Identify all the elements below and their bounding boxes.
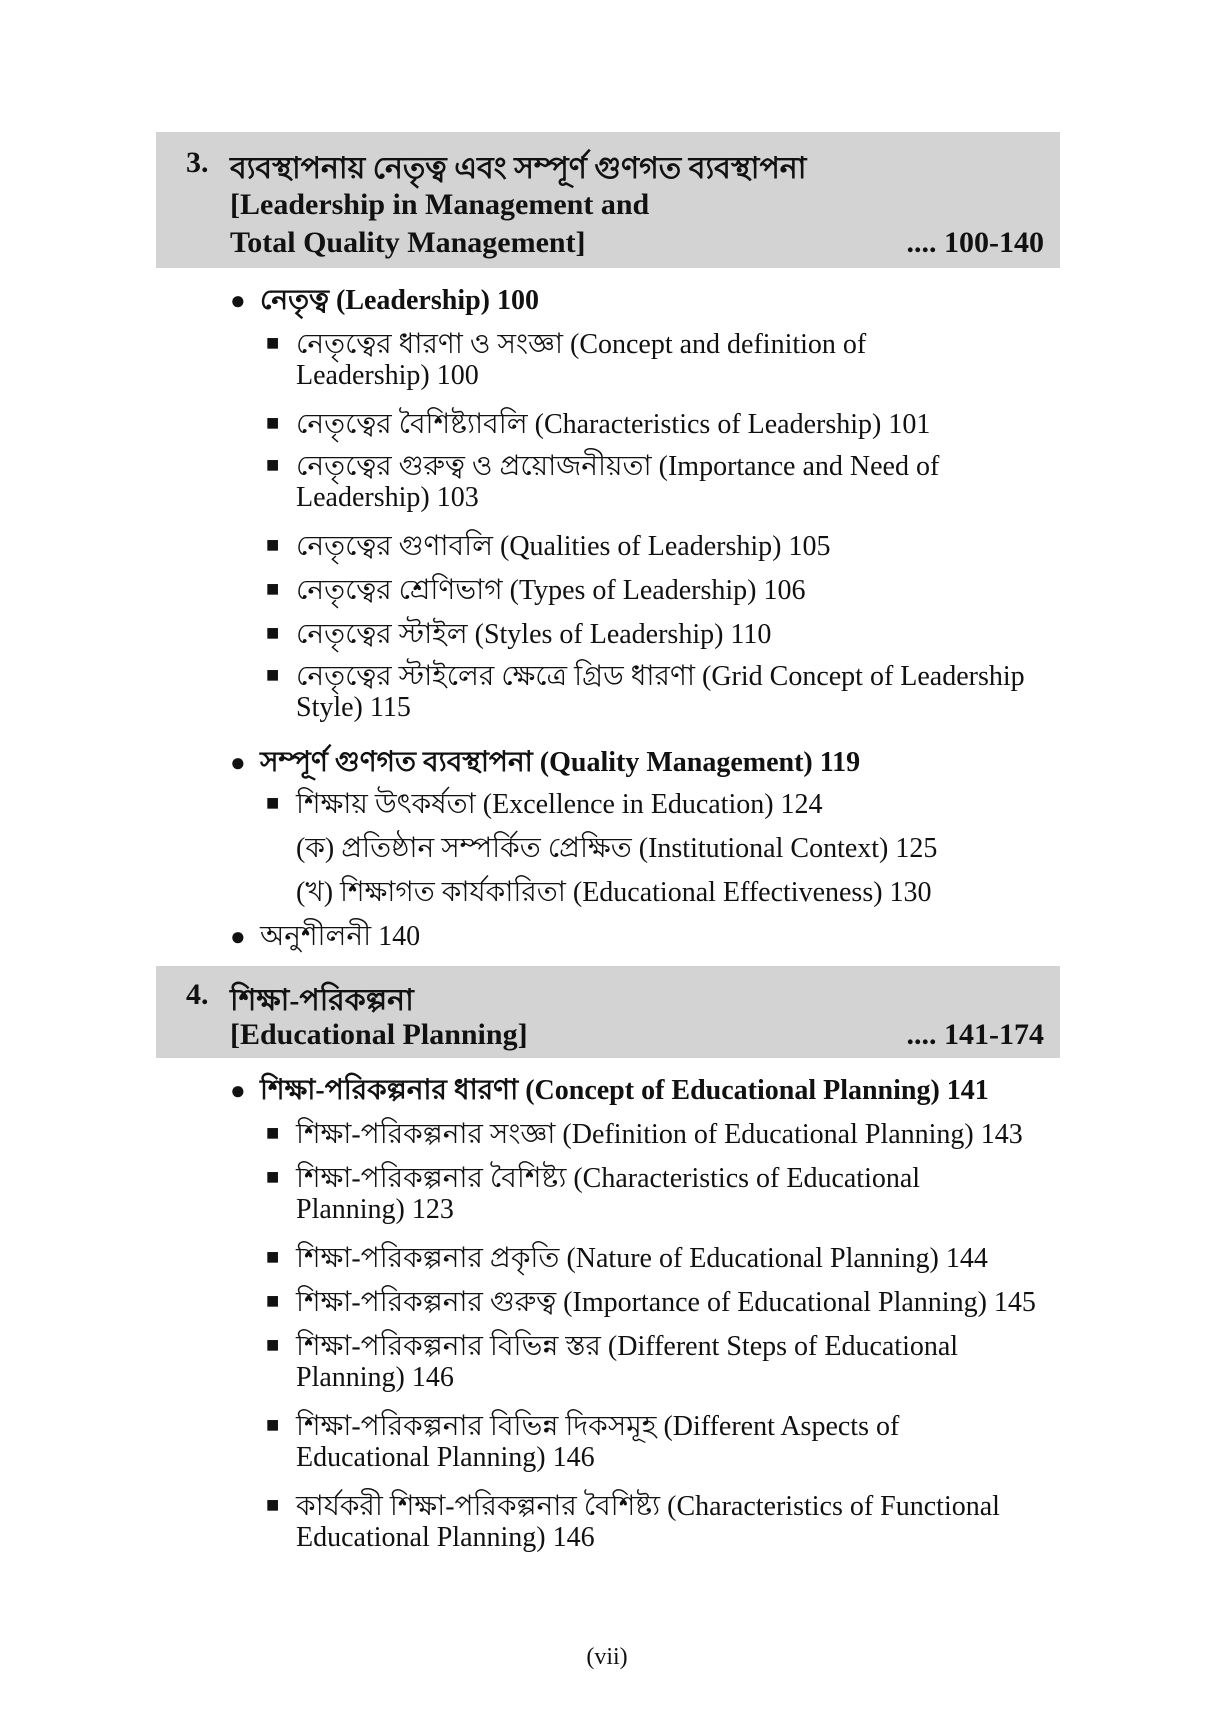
square-bullet-icon: ■ (266, 1288, 280, 1313)
toc-item (266, 1280, 1036, 1327)
toc-item (266, 1236, 988, 1283)
section-heading: শিক্ষা-পরিকল্পনার ধারণা (Concept of Educational Planning) 141 (260, 1075, 989, 1106)
toc-item (266, 402, 930, 449)
toc-item-continuation: Planning) 123 (296, 1194, 454, 1225)
toc-item-text: শিক্ষা-পরিকল্পনার বিভিন্ন স্তর (Different Steps of Educational (296, 1331, 959, 1362)
square-bullet-icon: ■ (266, 452, 280, 477)
chapter-title-english: [Educational Planning] (230, 1018, 528, 1051)
toc-enum-item: (ক) প্রতিষ্ঠান সম্পর্কিত প্রেক্ষিত (Institutional Context) 125 (296, 833, 938, 864)
toc-section-quality-management (230, 740, 860, 787)
toc-item (266, 612, 771, 659)
section-heading: নেতৃত্ব (Leadership) 100 (260, 285, 539, 316)
toc-item-text: শিক্ষা-পরিকল্পনার গুরুত্ব (Importance of Educational Planning) 145 (296, 1287, 1036, 1318)
toc-item-text: শিক্ষা-পরিকল্পনার বিভিন্ন দিকসমূহ (Different Aspects of (296, 1411, 900, 1442)
chapter-number: 4. (186, 978, 209, 1011)
square-bullet-icon: ■ (266, 1332, 280, 1357)
toc-item-text: শিক্ষা-পরিকল্পনার বৈশিষ্ট্য (Characteristics of Educational (296, 1163, 921, 1194)
section-heading: অনুশীলনী 140 (260, 921, 421, 952)
square-bullet-icon: ■ (266, 790, 280, 815)
chapter-page-range: .... 141-174 (906, 1018, 1044, 1051)
toc-item (266, 524, 830, 571)
page-number: (vii) (586, 1644, 628, 1670)
toc-item-text: নেতৃত্বের শ্রেণিভাগ (Types of Leadership) 106 (296, 575, 806, 606)
chapter-title-english-line1: [Leadership in Management and (230, 188, 650, 221)
toc-item (266, 782, 823, 829)
toc-section-leadership (230, 278, 539, 325)
toc-item-text: নেতৃত্বের গুণাবলি (Qualities of Leadership) 105 (296, 531, 831, 562)
toc-item-continuation: Leadership) 103 (296, 482, 479, 513)
square-bullet-icon: ■ (266, 620, 280, 645)
toc-item-text: শিক্ষা-পরিকল্পনার সংজ্ঞা (Definition of Educational Planning) 143 (296, 1119, 1023, 1150)
toc-item (266, 568, 805, 615)
square-bullet-icon: ■ (266, 1164, 280, 1189)
bullet-icon: ● (230, 922, 246, 951)
bullet-icon: ● (230, 748, 246, 777)
chapter-page-range: .... 100-140 (906, 226, 1044, 259)
square-bullet-icon: ■ (266, 1120, 280, 1145)
section-heading: সম্পূর্ণ গুণগত ব্যবস্থাপনা (Quality Management) 119 (260, 747, 861, 778)
square-bullet-icon: ■ (266, 662, 280, 687)
toc-item-text: নেতৃত্বের স্টাইল (Styles of Leadership) 110 (296, 619, 772, 650)
toc-item-continuation: Planning) 146 (296, 1362, 454, 1393)
toc-section-exercise (230, 914, 420, 961)
square-bullet-icon: ■ (266, 330, 280, 355)
toc-item-text: নেতৃত্বের বৈশিষ্ট্যাবলি (Characteristics of Leadership) 101 (296, 409, 931, 440)
toc-item-text: কার্যকরী শিক্ষা-পরিকল্পনার বৈশিষ্ট্য (Characteristics of Functional (296, 1491, 1000, 1522)
toc-item-text: শিক্ষায় উৎকর্ষতা (Excellence in Education) 124 (296, 789, 823, 820)
toc-item-continuation: Leadership) 100 (296, 360, 479, 391)
chapter-4-header (156, 966, 1060, 1058)
toc-item (266, 1112, 1023, 1159)
toc-enum-item: (খ) শিক্ষাগত কার্যকারিতা (Educational Effectiveness) 130 (296, 877, 932, 908)
chapter-title-bengali: ব্যবস্থাপনায় নেতৃত্ব এবং সম্পূর্ণ গুণগত ব্যবস্থাপনা (230, 152, 807, 185)
square-bullet-icon: ■ (266, 576, 280, 601)
square-bullet-icon: ■ (266, 532, 280, 557)
toc-item-continuation: Style) 115 (296, 692, 411, 723)
toc-item-text: শিক্ষা-পরিকল্পনার প্রকৃতি (Nature of Educational Planning) 144 (296, 1243, 988, 1274)
chapter-title-english-line2: Total Quality Management] (230, 226, 586, 259)
toc-item-text: নেতৃত্বের ধারণা ও সংজ্ঞা (Concept and definition of (296, 329, 867, 360)
bullet-icon: ● (230, 286, 246, 315)
square-bullet-icon: ■ (266, 1244, 280, 1269)
chapter-3-header (156, 132, 1060, 268)
chapter-title-bengali: শিক্ষা-পরিকল্পনা (230, 984, 414, 1017)
square-bullet-icon: ■ (266, 410, 280, 435)
toc-section-educational-planning (230, 1068, 989, 1115)
bullet-icon: ● (230, 1076, 246, 1105)
toc-item-continuation: Educational Planning) 146 (296, 1442, 595, 1473)
square-bullet-icon: ■ (266, 1412, 280, 1437)
toc-item-text: নেতৃত্বের গুরুত্ব ও প্রয়োজনীয়তা (Importance and Need of (296, 451, 940, 482)
square-bullet-icon: ■ (266, 1492, 280, 1517)
chapter-number: 3. (186, 146, 209, 179)
toc-item-continuation: Educational Planning) 146 (296, 1522, 595, 1553)
toc-item-text: নেতৃত্বের স্টাইলের ক্ষেত্রে গ্রিড ধারণা (Grid Concept of Leadership (296, 661, 1025, 692)
